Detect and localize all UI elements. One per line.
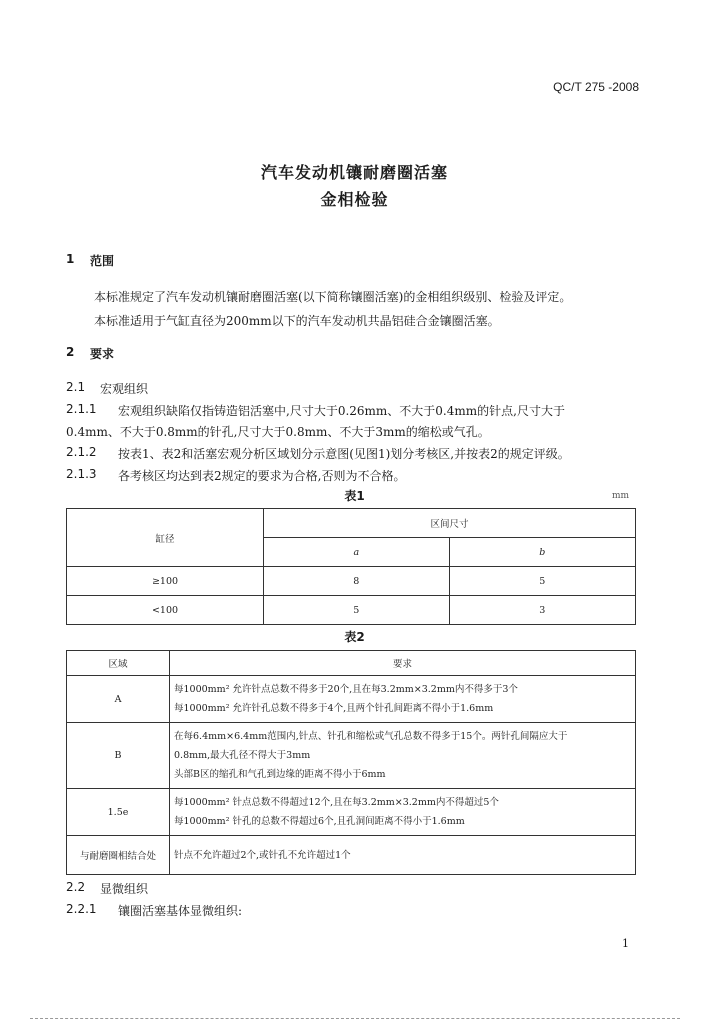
section-2-2-1-number: 2.2.1 [66,902,97,916]
section-2-1-2-number: 2.1.2 [66,445,97,459]
section-2-1-3-text: 各考核区均达到表2规定的要求为合格,否则为不合格。 [118,469,406,483]
requirement-line: 在每6.4mm×6.4mm范围内,针点、针孔和缩松或气孔总数不得多于15个。两针孔间隔应大于 [174,731,568,742]
table-1-cell: 3 [449,596,635,625]
section-2-2-1-text: 镶圈活塞基体显微组织: [118,904,243,918]
section-2-2-number: 2.2 [66,880,86,894]
table-row [67,567,636,596]
section-2-1-1-line-2: 0.4mm、不大于0.8mm的针孔,尺寸大于0.8mm、不大于3mm的缩松或气孔。 [66,425,490,439]
table-1-header-diameter: 缸径 [67,509,264,567]
table-1-header-a: a [264,538,450,567]
section-2-title: 要求 [90,347,115,361]
table-2-requirement [170,676,636,723]
table-1-header-b: b [449,538,635,567]
table-1 [66,508,636,625]
table-2-caption: 表2 [344,630,365,644]
table-1-cell: 5 [264,596,450,625]
section-2-1-2-text: 按表1、表2和活塞宏观分析区域划分示意图(见图1)划分考核区,并按表2的规定评级。 [118,447,570,461]
section-1-title: 范围 [90,254,115,268]
table-row [67,836,636,875]
table-2-requirement [170,723,636,789]
section-2-1-number: 2.1 [66,380,86,394]
table-2-zone: A [67,676,170,723]
requirement-line: 每1000mm² 允许针点总数不得多于20个,且在每3.2mm×3.2mm内不得多于3个 [174,684,518,695]
table-row [67,676,636,723]
section-2-1-3-number: 2.1.3 [66,467,97,481]
table-2-header-requirement: 要求 [170,651,636,676]
requirement-line: 每1000mm² 针孔的总数不得超过6个,且孔洞间距离不得小于1.6mm [174,816,465,827]
bottom-scan-edge [30,1018,680,1019]
requirement-line: 针点不允许超过2个,或针孔不允许超过1个 [174,849,351,861]
document-subtitle: 金相检验 [320,190,389,209]
table-2-zone: 1.5e [67,789,170,836]
table-1-cell: 5 [449,567,635,596]
page-number: 1 [622,937,629,950]
table-1-unit: mm [612,491,630,501]
section-2-1-title: 宏观组织 [100,382,149,396]
section-2-number: 2 [66,345,75,359]
table-2-header-zone: 区域 [67,651,170,676]
table-row [67,596,636,625]
table-2-requirement [170,836,636,875]
requirement-line: 每1000mm² 针点总数不得超过12个,且在每3.2mm×3.2mm内不得超过5个 [174,797,499,808]
section-2-1-1-line-1: 宏观组织缺陷仅指铸造铝活塞中,尺寸大于0.26mm、不大于0.4mm的针点,尺寸大于 [118,404,565,418]
table-2-zone: 与耐磨圈相结合处 [67,836,170,875]
requirement-line: 头部B区的缩孔和气孔到边缘的距离不得小于6mm [174,769,386,780]
requirement-line: 0.8mm,最大孔径不得大于3mm [174,750,311,761]
document-title: 汽车发动机镶耐磨圈活塞 [260,163,448,182]
section-1-paragraph-2: 本标准适用于气缸直径为200mm以下的汽车发动机共晶铝硅合金镶圈活塞。 [94,314,500,328]
requirement-line: 每1000mm² 允许针孔总数不得多于4个,且两个针孔间距离不得小于1.6mm [174,703,494,714]
section-2-2-title: 显微组织 [100,882,149,896]
table-row [67,723,636,789]
table-2 [66,650,636,875]
section-1-number: 1 [66,252,75,266]
table-1-cell: <100 [67,596,264,625]
table-2-requirement [170,789,636,836]
standard-number: QC/T 275 -2008 [553,80,639,94]
section-1-paragraph-1: 本标准规定了汽车发动机镶耐磨圈活塞(以下简称镶圈活塞)的金相组织级别、检验及评定。 [94,290,572,304]
table-1-header-interval: 区间尺寸 [264,509,636,538]
section-2-1-1-number: 2.1.1 [66,402,97,416]
table-1-cell: 8 [264,567,450,596]
table-row [67,789,636,836]
table-2-zone: B [67,723,170,789]
table-1-cell: ≥100 [67,567,264,596]
table-1-caption: 表1 [344,489,365,503]
